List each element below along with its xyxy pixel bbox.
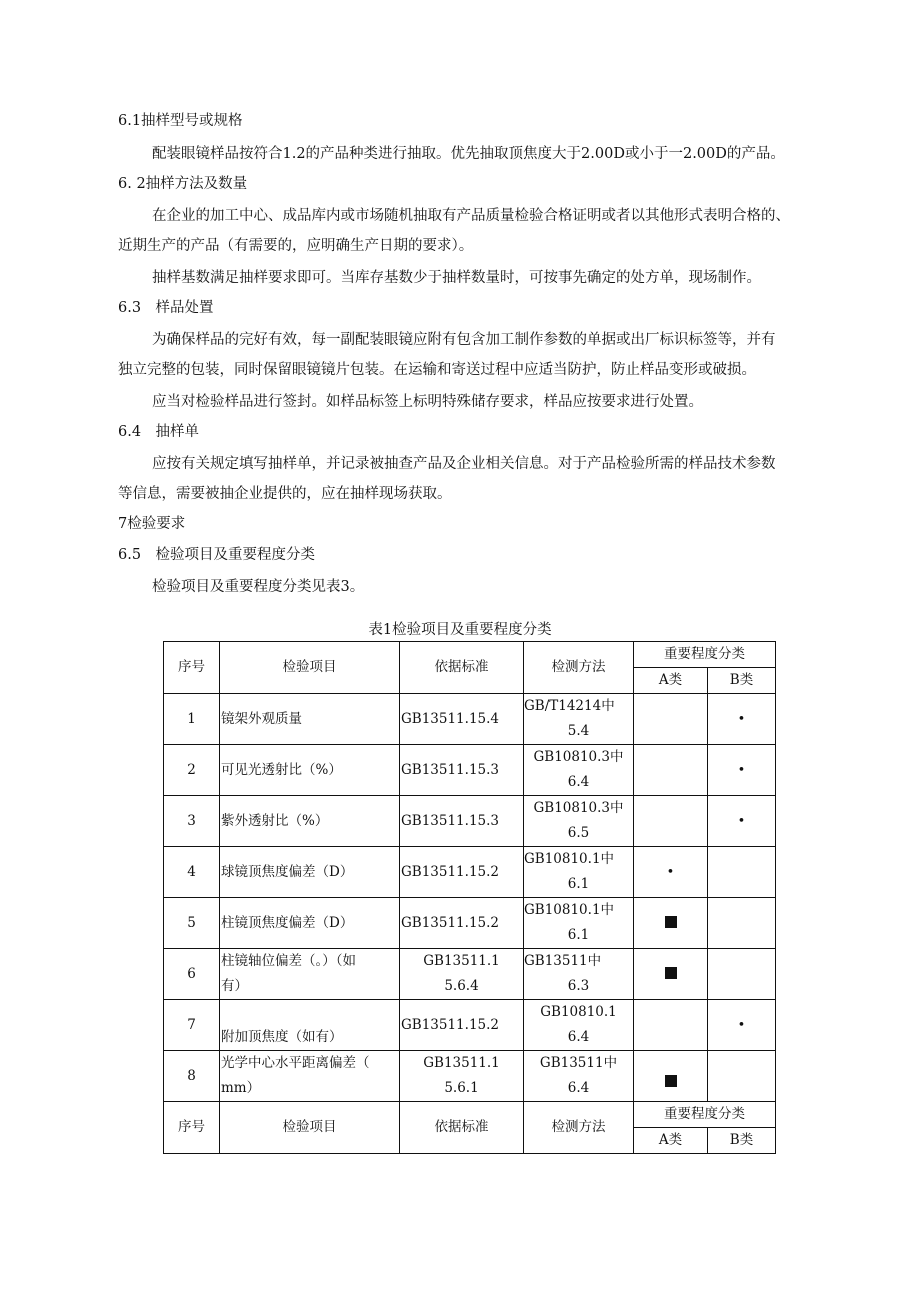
class-b-mark: • bbox=[737, 711, 746, 727]
item-line-1: 光学中心水平距离偏差（ bbox=[221, 1055, 370, 1071]
cell-basis: GB13511.15.2 bbox=[400, 898, 524, 949]
cell-basis: GB13511.15.2 bbox=[400, 1000, 524, 1051]
section-heading-6-3: 6.3 样品处置 bbox=[118, 300, 214, 316]
cell-basis bbox=[400, 949, 524, 1000]
header-importance: 重要程度分类 bbox=[634, 642, 776, 668]
section-heading-7: 7检验要求 bbox=[118, 516, 186, 532]
header-class-a: A类 bbox=[634, 1128, 708, 1154]
cell-class-b bbox=[708, 898, 776, 949]
cell-basis: GB13511.15.3 bbox=[400, 745, 524, 796]
paragraph: 抽样基数满足抽样要求即可。当库存基数少于抽样数量时，可按事先确定的处方单，现场制作。 bbox=[152, 270, 761, 286]
cell-basis: GB13511.15.2 bbox=[400, 847, 524, 898]
cell-no: 7 bbox=[164, 1000, 220, 1051]
inspection-table bbox=[163, 641, 776, 1154]
method-line-1: GB10810.1 bbox=[540, 1004, 617, 1020]
table-row bbox=[164, 745, 776, 796]
table-row bbox=[164, 694, 776, 745]
section-heading-6-2: 6. 2抽样方法及数量 bbox=[118, 176, 248, 192]
method-line-1: GB10810.3中 bbox=[533, 800, 624, 816]
filled-square-mark bbox=[665, 967, 677, 979]
cell-class-a bbox=[634, 1051, 708, 1102]
class-a-mark: • bbox=[666, 864, 675, 880]
cell-item: 附加顶焦度（如有） bbox=[220, 1000, 400, 1051]
cell-class-b bbox=[708, 796, 776, 847]
cell-method bbox=[524, 796, 634, 847]
method-line-2: 5.4 bbox=[567, 723, 590, 739]
cell-class-a bbox=[634, 847, 708, 898]
header-item: 检验项目 bbox=[220, 1102, 400, 1154]
paragraph: 为确保样品的完好有效，每一副配装眼镜应附有包含加工制作参数的单据或出厂标识标签等，并有 bbox=[152, 332, 776, 348]
header-class-a: A类 bbox=[634, 668, 708, 694]
header-class-b: B类 bbox=[708, 1128, 776, 1154]
cell-item: 球镜顶焦度偏差（D） bbox=[220, 847, 400, 898]
method-line-2: 6.3 bbox=[567, 978, 590, 994]
paragraph: 在企业的加工中心、成品库内或市场随机抽取有产品质量检验合格证明或者以其他形式表明合格的、 bbox=[152, 208, 790, 224]
cell-method bbox=[524, 949, 634, 1000]
cell-item: 紫外透射比（%） bbox=[220, 796, 400, 847]
cell-class-b bbox=[708, 1000, 776, 1051]
header-importance: 重要程度分类 bbox=[634, 1102, 776, 1128]
cell-item: 柱镜顶焦度偏差（D） bbox=[220, 898, 400, 949]
cell-class-b bbox=[708, 694, 776, 745]
cell-no: 2 bbox=[164, 745, 220, 796]
cell-class-b bbox=[708, 745, 776, 796]
class-b-mark: • bbox=[737, 1017, 746, 1033]
basis-line-2: 5.6.4 bbox=[444, 978, 479, 994]
method-line-2: 6.4 bbox=[567, 774, 590, 790]
cell-basis: GB13511.15.3 bbox=[400, 796, 524, 847]
method-line-2: 6.4 bbox=[567, 1029, 590, 1045]
header-method: 检测方法 bbox=[524, 1102, 634, 1154]
item-line-2: mm） bbox=[221, 1080, 261, 1096]
header-no: 序号 bbox=[164, 642, 220, 694]
paragraph: 应当对检验样品进行签封。如样品标签上标明特殊储存要求，样品应按要求进行处置。 bbox=[152, 394, 703, 410]
basis-line-2: 5.6.1 bbox=[444, 1080, 479, 1096]
filled-square-mark bbox=[665, 916, 677, 928]
cell-item: 镜架外观质量 bbox=[220, 694, 400, 745]
method-line-2: 6.1 bbox=[567, 927, 590, 943]
cell-class-a bbox=[634, 898, 708, 949]
paragraph-continuation: 近期生产的产品（有需要的，应明确生产日期的要求）。 bbox=[118, 238, 474, 254]
table-row bbox=[164, 898, 776, 949]
header-basis: 依据标准 bbox=[400, 642, 524, 694]
table-row bbox=[164, 949, 776, 1000]
cell-class-a bbox=[634, 694, 708, 745]
filled-square-mark bbox=[665, 1075, 677, 1087]
cell-basis bbox=[400, 1051, 524, 1102]
cell-no: 5 bbox=[164, 898, 220, 949]
method-line-2: 6.1 bbox=[567, 876, 590, 892]
method-line-1: GB10810.1中 bbox=[524, 851, 615, 867]
cell-no: 8 bbox=[164, 1051, 220, 1102]
cell-no: 6 bbox=[164, 949, 220, 1000]
basis-line-1: GB13511.1 bbox=[423, 953, 500, 969]
class-b-mark: • bbox=[737, 813, 746, 829]
method-line-1: GB10810.1中 bbox=[524, 902, 615, 918]
basis-line-1: GB13511.1 bbox=[423, 1055, 500, 1071]
header-item: 检验项目 bbox=[220, 642, 400, 694]
header-basis: 依据标准 bbox=[400, 1102, 524, 1154]
class-b-mark: • bbox=[737, 762, 746, 778]
cell-basis: GB13511.15.4 bbox=[400, 694, 524, 745]
cell-item bbox=[220, 1051, 400, 1102]
cell-method bbox=[524, 898, 634, 949]
cell-no: 1 bbox=[164, 694, 220, 745]
paragraph-continuation: 等信息，需要被抽企业提供的，应在抽样现场获取。 bbox=[118, 486, 452, 502]
cell-class-a bbox=[634, 745, 708, 796]
header-class-b: B类 bbox=[708, 668, 776, 694]
method-line-2: 6.5 bbox=[567, 825, 590, 841]
cell-no: 4 bbox=[164, 847, 220, 898]
cell-method bbox=[524, 1000, 634, 1051]
cell-class-b bbox=[708, 847, 776, 898]
cell-no: 3 bbox=[164, 796, 220, 847]
table-row bbox=[164, 796, 776, 847]
method-line-1: GB13511中 bbox=[539, 1055, 618, 1071]
method-line-1: GB13511中 bbox=[524, 953, 602, 969]
cell-class-a bbox=[634, 796, 708, 847]
item-line-2: 有） bbox=[221, 978, 248, 994]
method-line-1: GB10810.3中 bbox=[533, 749, 624, 765]
item-line-1: 柱镜轴位偏差（。）（如 bbox=[221, 953, 356, 969]
cell-method bbox=[524, 847, 634, 898]
cell-class-a bbox=[634, 949, 708, 1000]
header-no: 序号 bbox=[164, 1102, 220, 1154]
section-heading-6-1: 6.1抽样型号或规格 bbox=[118, 113, 243, 129]
table-row bbox=[164, 1000, 776, 1051]
cell-item bbox=[220, 949, 400, 1000]
table-row bbox=[164, 1051, 776, 1102]
cell-method bbox=[524, 694, 634, 745]
table-header-row bbox=[164, 642, 776, 668]
paragraph-continuation: 独立完整的包装，同时保留眼镜镜片包装。在运输和寄送过程中应适当防护，防止样品变形或破损。 bbox=[118, 362, 756, 378]
method-line-1: GB/T14214中 bbox=[524, 698, 615, 714]
paragraph: 检验项目及重要程度分类见表3。 bbox=[152, 579, 365, 595]
table-row bbox=[164, 847, 776, 898]
paragraph: 应按有关规定填写抽样单，并记录被抽查产品及企业相关信息。对于产品检验所需的样品技术参数 bbox=[152, 456, 776, 472]
section-heading-6-5: 6.5 检验项目及重要程度分类 bbox=[118, 547, 316, 563]
cell-class-b bbox=[708, 1051, 776, 1102]
cell-class-b bbox=[708, 949, 776, 1000]
cell-method bbox=[524, 745, 634, 796]
table-caption: 表1检验项目及重要程度分类 bbox=[368, 622, 552, 638]
section-heading-6-4: 6.4 抽样单 bbox=[118, 424, 200, 440]
table-header-row-repeat bbox=[164, 1102, 776, 1128]
cell-item: 可见光透射比（%） bbox=[220, 745, 400, 796]
cell-class-a bbox=[634, 1000, 708, 1051]
header-method: 检测方法 bbox=[524, 642, 634, 694]
paragraph: 配装眼镜样品按符合1.2的产品种类进行抽取。优先抽取顶焦度大于2.00D或小于一2.00D的产品。 bbox=[152, 146, 785, 162]
cell-method bbox=[524, 1051, 634, 1102]
method-line-2: 6.4 bbox=[567, 1080, 590, 1096]
